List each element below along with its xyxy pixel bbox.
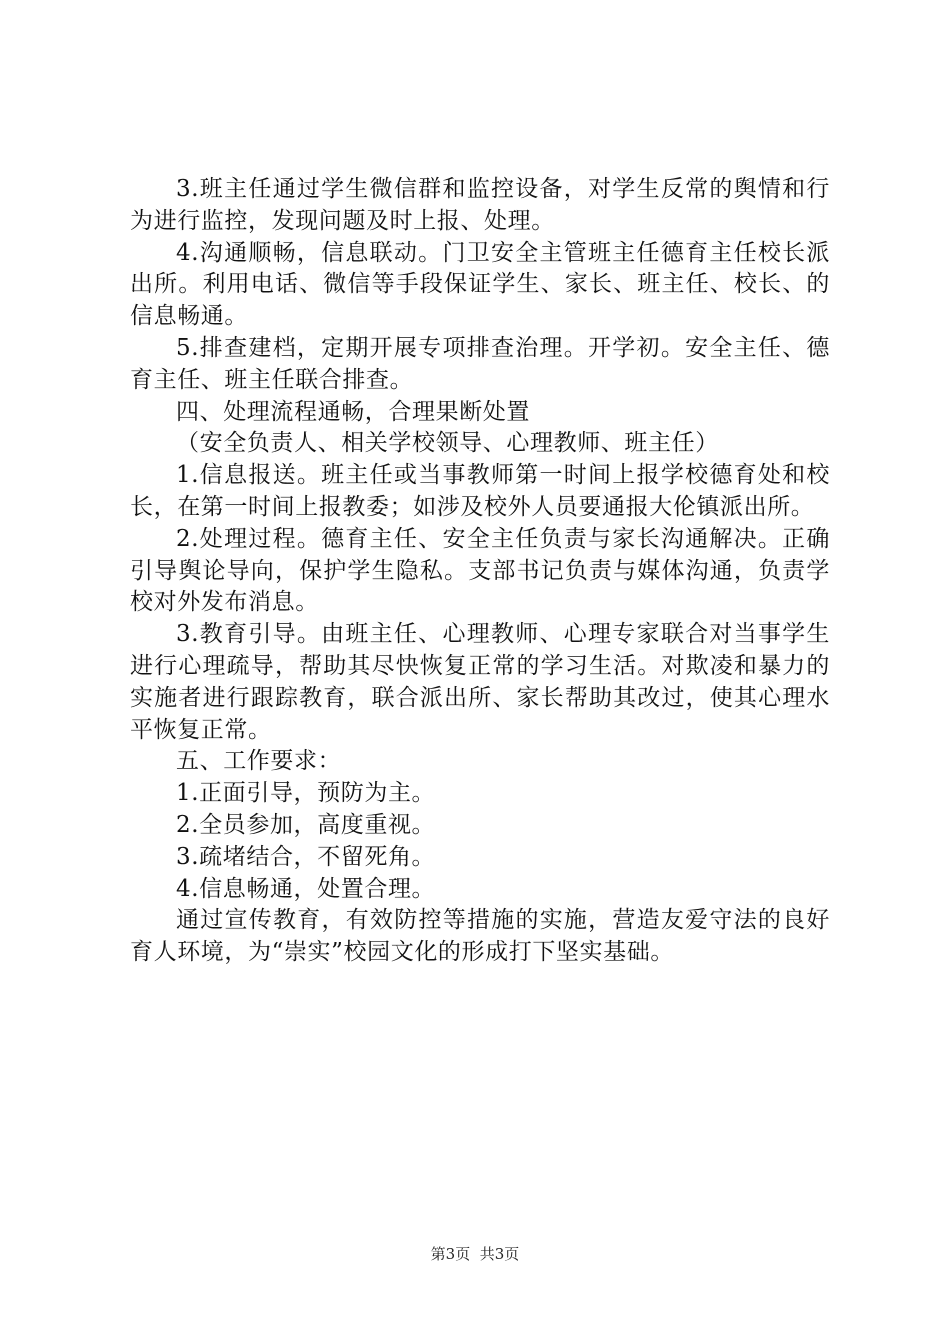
paragraph-item-1-reporting: 1.信息报送。班主任或当事教师第一时间上报学校德育处和校长，在第一时间上报教委；如涉及校外人员要通报大伦镇派出所。 (130, 462, 830, 520)
document-body (130, 174, 830, 969)
paragraph-item-2-handling: 2.处理过程。德育主任、安全主任负责与家长沟通解决。正确引导舆论导向，保护学生隐私。支部书记负责与媒体沟通，负责学校对外发布消息。 (130, 525, 830, 616)
closing-paragraph: 通过宣传教育，有效防控等措施的实施，营造友爱守法的良好育人环境，为“崇实”校园文化的形成打下坚实基础。 (130, 907, 830, 966)
section-heading-5: 五、工作要求： (176, 748, 342, 775)
paragraph-item-5-inspection: 5.排查建档，定期开展专项排查治理。开学初。安全主任、德育主任、班主任联合排查。 (130, 334, 830, 393)
page-number: 第3页 (430, 1245, 471, 1263)
page-total: 共3页 (479, 1245, 520, 1263)
requirement-item-3: 3.疏堵结合，不留死角。 (176, 843, 436, 870)
paragraph-item-3-monitoring: 3.班主任通过学生微信群和监控设备，对学生反常的舆情和行为进行监控，发现问题及时上报、处理。 (130, 176, 830, 234)
paragraph-item-3-guidance: 3.教育引导。由班主任、心理教师、心理专家联合对当事学生进行心理疏导，帮助其尽快恢复正常的学习生活。对欺凌和暴力的实施者进行跟踪教育，联合派出所、家长帮助其改过，使其心理水平恢复正常。 (130, 621, 830, 743)
section-heading-4: 四、处理流程通畅，合理果断处置 (176, 398, 530, 425)
section-4-responsible-parties: （安全负责人、相关学校领导、心理教师、班主任） (176, 430, 719, 457)
requirement-item-2: 2.全员参加，高度重视。 (176, 811, 436, 838)
requirement-item-4: 4.信息畅通，处置合理。 (176, 875, 436, 902)
requirement-item-1: 1.正面引导，预防为主。 (176, 780, 436, 807)
paragraph-item-4-communication: 4.沟通顺畅，信息联动。门卫安全主管班主任德育主任校长派出所。利用电话、微信等手段保证学生、家长、班主任、校长、的信息畅通。 (130, 239, 830, 330)
page-footer (0, 1244, 950, 1264)
